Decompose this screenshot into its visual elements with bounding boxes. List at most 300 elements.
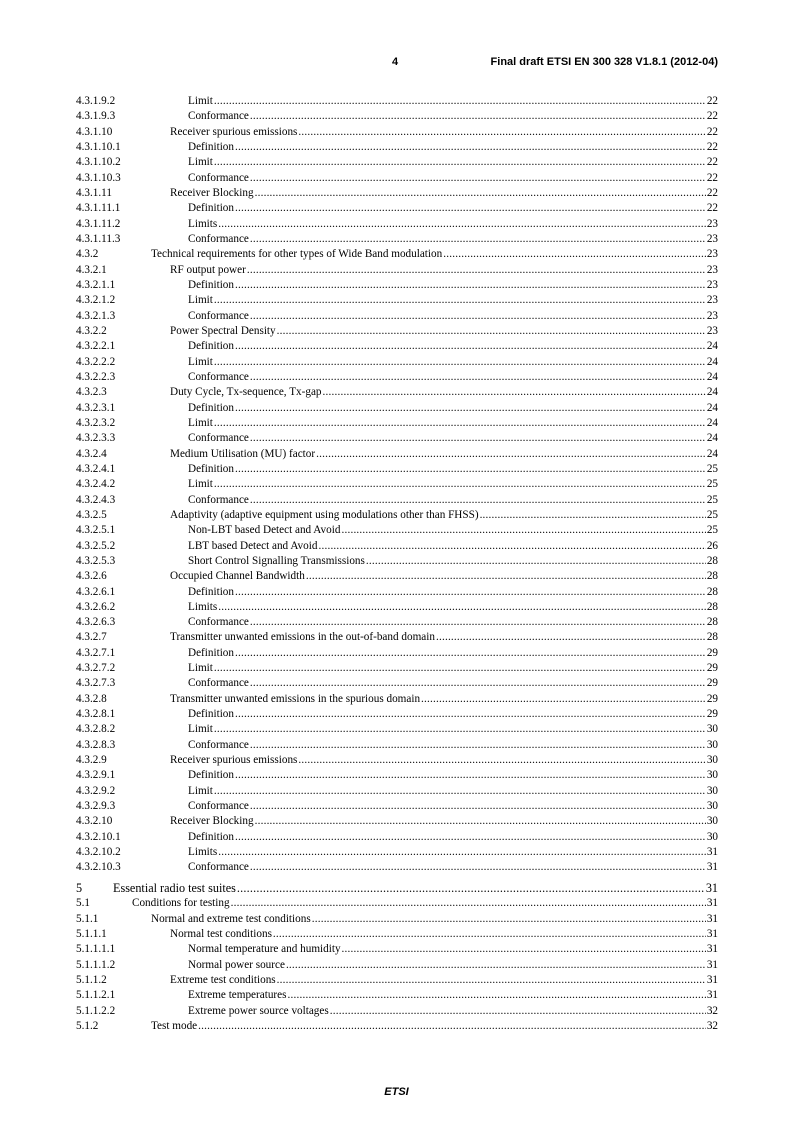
toc-section-number: 4.3.2.5.3: [76, 554, 116, 567]
toc-entry[interactable]: [76, 814, 718, 829]
toc-dot-leader: [250, 309, 706, 324]
toc-entry[interactable]: [76, 263, 718, 278]
toc-dot-leader: [214, 661, 706, 676]
toc-entry[interactable]: [76, 753, 718, 768]
toc-page-number: 25: [706, 508, 718, 521]
toc-page-number: 23: [706, 294, 718, 307]
toc-section-title: Extreme power source voltages: [188, 1004, 329, 1017]
toc-entry[interactable]: [76, 232, 718, 247]
toc-dot-leader: [214, 155, 706, 170]
toc-section-number: 5.1.1.1: [76, 927, 107, 940]
toc-section-title: Definition: [188, 585, 234, 598]
toc-section-number: 5.1.1.1.1: [76, 943, 116, 956]
toc-entry[interactable]: [76, 738, 718, 753]
toc-dot-leader: [480, 508, 706, 523]
toc-entry[interactable]: [76, 539, 718, 554]
toc-entry[interactable]: [76, 140, 718, 155]
toc-dot-leader: [218, 600, 706, 615]
toc-section-title: RF output power: [170, 263, 246, 276]
toc-page-number: 23: [706, 217, 718, 230]
toc-section-number: 4.3.2.8.1: [76, 708, 116, 721]
toc-entry[interactable]: [76, 355, 718, 370]
toc-section-title: Receiver spurious emissions: [170, 754, 298, 767]
toc-section-title: Limit: [188, 478, 213, 491]
toc-section-number: 4.3.2.1: [76, 263, 107, 276]
toc-page-number: 28: [706, 616, 718, 629]
toc-entry-line: [188, 860, 718, 875]
toc-section-title: Conformance: [188, 171, 249, 184]
toc-entry[interactable]: [76, 988, 718, 1003]
toc-page-number: 29: [706, 646, 718, 659]
toc-section-title: Limit: [188, 662, 213, 675]
toc-dot-leader: [421, 692, 706, 707]
toc-section-title: Limit: [188, 723, 213, 736]
toc-section-title: Conformance: [188, 800, 249, 813]
toc-dot-leader: [214, 355, 706, 370]
toc-entry-line: [188, 201, 718, 216]
toc-entry[interactable]: [76, 784, 718, 799]
toc-section-title: Transmitter unwanted emissions in the out-of-band domain: [170, 631, 435, 644]
toc-section-number: 4.3.2.8: [76, 692, 107, 705]
toc-section-number: 4.3.2.4: [76, 447, 107, 460]
toc-entry[interactable]: [76, 416, 718, 431]
toc-page-number: 29: [706, 692, 718, 705]
toc-entry-line: [188, 585, 718, 600]
toc-entry-line: [170, 630, 718, 645]
toc-section-title: Limit: [188, 294, 213, 307]
toc-section-title: Limit: [188, 416, 213, 429]
toc-dot-leader: [250, 615, 706, 630]
footer-etsi: ETSI: [384, 1086, 409, 1098]
toc-dot-leader: [198, 1019, 706, 1034]
toc-section-number: 4.3.2.6.1: [76, 585, 116, 598]
toc-entry[interactable]: [76, 845, 718, 860]
toc-page-number: 22: [706, 110, 718, 123]
toc-section-number: 4.3.2.10: [76, 815, 113, 828]
toc-section-title: Definition: [188, 401, 234, 414]
toc-entry-line: [188, 539, 718, 554]
toc-section-title: Conformance: [188, 110, 249, 123]
toc-entry[interactable]: [76, 508, 718, 523]
toc-entry-line: [188, 676, 718, 691]
toc-dot-leader: [214, 416, 706, 431]
toc-section-title: Definition: [188, 202, 234, 215]
toc-section-title: Definition: [188, 769, 234, 782]
toc-dot-leader: [235, 339, 706, 354]
toc-section-number: 4.3.1.10: [76, 125, 113, 138]
toc-page-number: 31: [706, 897, 718, 910]
toc-section-number: 4.3.1.10.1: [76, 140, 121, 153]
toc-entry-line: [170, 753, 718, 768]
toc-entry-line: [188, 830, 718, 845]
toc-page-number: 24: [706, 386, 718, 399]
toc-entry[interactable]: [76, 692, 718, 707]
toc-entry[interactable]: [76, 958, 718, 973]
toc-dot-leader: [231, 896, 706, 911]
toc-page-number: 28: [706, 600, 718, 613]
toc-section-number: 4.3.2.9: [76, 754, 107, 767]
toc-page-number: 22: [706, 202, 718, 215]
toc-entry[interactable]: [76, 554, 718, 569]
toc-page-number: 31: [706, 846, 718, 859]
toc-section-number: 4.3.2.5.1: [76, 524, 116, 537]
toc-section-title: Receiver spurious emissions: [170, 125, 298, 138]
toc-section-number: 4.3.2.1.3: [76, 309, 116, 322]
toc-entry[interactable]: [76, 722, 718, 737]
toc-section-number: 4.3.2: [76, 248, 99, 261]
toc-section-title: Limit: [188, 156, 213, 169]
toc-dot-leader: [255, 186, 706, 201]
toc-page-number: 30: [706, 738, 718, 751]
toc-dot-leader: [235, 201, 706, 216]
toc-section-title: Adaptivity (adaptive equipment using modulations other than FHSS): [170, 508, 479, 521]
toc-section-title: Normal test conditions: [170, 927, 272, 940]
toc-section-title: Conformance: [188, 861, 249, 874]
toc-page-number: 31: [706, 927, 718, 940]
toc-dot-leader: [235, 585, 706, 600]
toc-page-number: 23: [706, 232, 718, 245]
toc-entry-line: [170, 447, 718, 462]
toc-entry-line: [170, 692, 718, 707]
toc-entry[interactable]: [76, 676, 718, 691]
toc-section-number: 5.1.1: [76, 912, 99, 925]
toc-page-number: 30: [706, 800, 718, 813]
toc-section-title: Definition: [188, 830, 234, 843]
toc-section-title: Limit: [188, 355, 213, 368]
toc-section-title: Test mode: [151, 1019, 198, 1032]
toc-section-title: Extreme temperatures: [188, 989, 287, 1002]
toc-entry-line: [170, 263, 718, 278]
toc-entry[interactable]: [76, 247, 718, 262]
toc-dot-leader: [235, 768, 706, 783]
toc-page-number: 28: [706, 570, 718, 583]
toc-section-number: 4.3.2.6: [76, 570, 107, 583]
toc-dot-leader: [342, 942, 706, 957]
toc-page-number: 22: [706, 171, 718, 184]
toc-dot-leader: [235, 401, 706, 416]
toc-dot-leader: [214, 94, 706, 109]
toc-entry-line: [188, 94, 718, 109]
toc-page-number: 31: [706, 989, 718, 1002]
toc-entry[interactable]: [76, 431, 718, 446]
toc-entry-line: [188, 615, 718, 630]
toc-entry[interactable]: [76, 293, 718, 308]
toc-entry-line: [170, 927, 718, 942]
toc-dot-leader: [298, 753, 705, 768]
toc-entry-line: [170, 814, 718, 829]
toc-page-number: 31: [706, 958, 718, 971]
toc-section-number: 4.3.1.10.2: [76, 156, 121, 169]
toc-dot-leader: [250, 171, 706, 186]
toc-entry[interactable]: [76, 109, 718, 124]
toc-page-number: 22: [706, 95, 718, 107]
toc-section-number: 5.1: [76, 897, 90, 910]
toc-section-title: Essential radio test suites: [113, 880, 236, 895]
toc-section-title: Medium Utilisation (MU) factor: [170, 447, 316, 460]
toc-entry-line: [188, 722, 718, 737]
toc-entry[interactable]: [76, 768, 718, 783]
toc-section-title: Conditions for testing: [132, 897, 230, 910]
toc-entry[interactable]: [76, 324, 718, 339]
toc-section-title: Limits: [188, 600, 218, 613]
toc-entry-line: [188, 661, 718, 676]
toc-dot-leader: [277, 324, 706, 339]
toc-dot-leader: [218, 217, 706, 232]
toc-entry-line: [188, 370, 718, 385]
toc-entry[interactable]: [76, 860, 718, 875]
toc-entry[interactable]: [76, 171, 718, 186]
toc-section-number: 4.3.1.11.2: [76, 217, 121, 230]
toc-dot-leader: [235, 707, 706, 722]
toc-dot-leader: [250, 676, 706, 691]
toc-section-number: 4.3.1.9.2: [76, 95, 116, 107]
toc-section-title: Normal and extreme test conditions: [151, 912, 311, 925]
toc-page-number: 22: [706, 156, 718, 169]
toc-entry[interactable]: [76, 493, 718, 508]
toc-page-number: 30: [706, 723, 718, 736]
toc-entry[interactable]: [76, 585, 718, 600]
toc-section-number: 4.3.2.5: [76, 508, 107, 521]
toc-section-number: 4.3.2.2: [76, 324, 107, 337]
toc-entry[interactable]: [76, 94, 718, 109]
toc-section-number: 4.3.2.6.3: [76, 616, 116, 629]
toc-entry-line: [170, 508, 718, 523]
toc-entry-line: [188, 155, 718, 170]
toc-dot-leader: [312, 912, 706, 927]
toc-entry[interactable]: [76, 462, 718, 477]
toc-entry[interactable]: [76, 309, 718, 324]
toc-entry[interactable]: [76, 278, 718, 293]
toc-entry[interactable]: [76, 447, 718, 462]
toc-entry[interactable]: [76, 186, 718, 201]
page-number: 4: [392, 56, 399, 68]
toc-section-title: Conformance: [188, 370, 249, 383]
toc-entry-line: [151, 247, 718, 262]
toc-entry[interactable]: [76, 615, 718, 630]
toc-dot-leader: [286, 958, 706, 973]
toc-section-title: Duty Cycle, Tx-sequence, Tx-gap: [170, 386, 322, 399]
toc-entry[interactable]: [76, 646, 718, 661]
toc-entry[interactable]: [76, 942, 718, 957]
toc-entry[interactable]: [76, 896, 718, 911]
toc-section-number: 4.3.2.4.2: [76, 478, 116, 491]
toc-entry[interactable]: [76, 217, 718, 232]
toc-dot-leader: [255, 814, 706, 829]
toc-entry[interactable]: [76, 339, 718, 354]
toc-entry[interactable]: [76, 912, 718, 927]
toc-section-number: 4.3.2.10.2: [76, 846, 121, 859]
toc-page-number: 24: [706, 355, 718, 368]
toc-section-title: Limits: [188, 846, 218, 859]
toc-entry[interactable]: [76, 927, 718, 942]
toc-section-title: Power Spectral Density: [170, 324, 276, 337]
toc-entry-line: [170, 385, 718, 400]
toc-dot-leader: [250, 738, 706, 753]
toc-section-number: 5.1.1.2.2: [76, 1004, 116, 1017]
toc-dot-leader: [250, 232, 706, 247]
toc-entry-line: [188, 171, 718, 186]
toc-page-number: 28: [706, 585, 718, 598]
toc-entry[interactable]: [76, 799, 718, 814]
toc-page-number: 28: [706, 631, 718, 644]
toc-section-number: 4.3.2.5.2: [76, 539, 116, 552]
toc-section-title: Conformance: [188, 232, 249, 245]
toc-entry[interactable]: [76, 477, 718, 492]
toc-dot-leader: [316, 447, 706, 462]
toc-entry[interactable]: [76, 125, 718, 140]
toc-page-number: 31: [706, 861, 718, 874]
toc-page-number: 29: [706, 708, 718, 721]
toc-section-title: Conformance: [188, 493, 249, 506]
toc-page-number: 28: [706, 554, 718, 567]
toc-page-number: 25: [706, 524, 718, 537]
toc-entry[interactable]: [76, 661, 718, 676]
toc-section-number: 4.3.2.1.2: [76, 294, 116, 307]
toc-page-number: 31: [706, 912, 718, 925]
toc-section-title: Normal temperature and humidity: [188, 943, 341, 956]
toc-entry[interactable]: [76, 155, 718, 170]
toc-page-number: 29: [706, 662, 718, 675]
toc-dot-leader: [436, 630, 706, 645]
toc-dot-leader: [277, 973, 706, 988]
toc-entry-line: [188, 109, 718, 124]
toc-section-title: Definition: [188, 646, 234, 659]
toc-section-title: Non-LBT based Detect and Avoid: [188, 524, 341, 537]
toc-section-title: Normal power source: [188, 958, 285, 971]
toc-entry-line: [132, 896, 718, 911]
toc-section-title: Conformance: [188, 616, 249, 629]
toc-entry-line: [188, 646, 718, 661]
toc-entry-line: [188, 401, 718, 416]
toc-dot-leader: [250, 431, 706, 446]
toc-section-title: Limit: [188, 784, 213, 797]
toc-dot-leader: [341, 523, 705, 538]
toc-section-title: Technical requirements for other types of Wide Band modulation: [151, 248, 443, 261]
toc-dot-leader: [214, 293, 706, 308]
toc-entry-line: [188, 339, 718, 354]
toc-page-number: 23: [706, 278, 718, 291]
toc-entry-line: [170, 973, 718, 988]
toc-section-number: 4.3.2.2.1: [76, 340, 116, 353]
toc-entry-line: [188, 431, 718, 446]
toc-section-title: Definition: [188, 708, 234, 721]
toc-page-number: 22: [706, 140, 718, 153]
toc-dot-leader: [247, 263, 706, 278]
toc-entry[interactable]: [76, 973, 718, 988]
toc-entry-line: [188, 958, 718, 973]
toc-section-number: 5.1.1.1.2: [76, 958, 116, 971]
toc-entry-line: [113, 880, 718, 897]
toc-entry-line: [170, 569, 718, 584]
toc-dot-leader: [250, 370, 706, 385]
toc-entry[interactable]: [76, 707, 718, 722]
toc-page-number: 32: [706, 1004, 718, 1017]
toc-dot-leader: [235, 830, 706, 845]
toc-section-number: 4.3.2.10.1: [76, 830, 121, 843]
toc-dot-leader: [250, 860, 706, 875]
toc-dot-leader: [366, 554, 706, 569]
toc-section-number: 4.3.2.7.2: [76, 662, 116, 675]
toc-dot-leader: [214, 477, 706, 492]
toc-page-number: 24: [706, 432, 718, 445]
toc-entry-line: [188, 278, 718, 293]
toc-entry-line: [188, 707, 718, 722]
toc-section-number: 4.3.2.8.2: [76, 723, 116, 736]
toc-entry[interactable]: [76, 201, 718, 216]
toc-page-number: 22: [706, 125, 718, 138]
toc-dot-leader: [298, 125, 705, 140]
toc-dot-leader: [235, 278, 706, 293]
toc-page-number: 26: [706, 539, 718, 552]
toc-entry-line: [188, 600, 718, 615]
toc-page-number: 30: [706, 754, 718, 767]
toc-entry[interactable]: [76, 385, 718, 400]
toc-section-title: Conformance: [188, 309, 249, 322]
toc-entry[interactable]: [76, 569, 718, 584]
toc-dot-leader: [214, 722, 706, 737]
toc-section-number: 5.1.2: [76, 1019, 99, 1032]
toc-section-number: 4.3.1.9.3: [76, 110, 116, 123]
toc-dot-leader: [443, 247, 706, 262]
toc-entry[interactable]: [76, 401, 718, 416]
toc-section-title: Definition: [188, 278, 234, 291]
toc-entry[interactable]: [76, 370, 718, 385]
toc-page-number: 24: [706, 340, 718, 353]
toc-section-title: Receiver Blocking: [170, 815, 254, 828]
toc-dot-leader: [306, 569, 706, 584]
toc-entry-line: [188, 942, 718, 957]
toc-page-number: 25: [706, 493, 718, 506]
toc-section-title: LBT based Detect and Avoid: [188, 539, 318, 552]
toc-entry[interactable]: [76, 1019, 718, 1034]
toc-page-number: 24: [706, 370, 718, 383]
toc-entry-line: [170, 324, 718, 339]
toc-section-number: 4.3.2.7.1: [76, 646, 116, 659]
toc-dot-leader: [287, 988, 705, 1003]
toc-page-number: 32: [706, 1019, 718, 1032]
toc-page-number: 30: [706, 830, 718, 843]
toc-entry-line: [170, 125, 718, 140]
toc-entry-line: [188, 738, 718, 753]
toc-entry[interactable]: [76, 880, 718, 897]
toc-entry-line: [188, 416, 718, 431]
toc-page-number: 23: [706, 248, 718, 261]
toc-page-number: 24: [706, 447, 718, 460]
toc-entry-line: [188, 845, 718, 860]
toc-dot-leader: [250, 493, 706, 508]
toc-section-number: 4.3.2.3.2: [76, 416, 116, 429]
toc-page-number: 31: [705, 880, 718, 895]
toc-dot-leader: [330, 1004, 706, 1019]
toc-page-number: 23: [706, 263, 718, 276]
toc-entry[interactable]: [76, 630, 718, 645]
toc-entry[interactable]: [76, 830, 718, 845]
toc-section-title: Limits: [188, 217, 218, 230]
toc-dot-leader: [250, 799, 706, 814]
toc-entry[interactable]: [76, 523, 718, 538]
toc-entry-line: [188, 1004, 718, 1019]
toc-entry[interactable]: [76, 600, 718, 615]
toc-section-title: Conformance: [188, 738, 249, 751]
toc-section-title: Definition: [188, 340, 234, 353]
toc-page-number: 30: [706, 784, 718, 797]
toc-section-number: 4.3.2.3.1: [76, 401, 116, 414]
toc-entry[interactable]: [76, 1004, 718, 1019]
toc-section-number: 4.3.2.6.2: [76, 600, 116, 613]
toc-section-number: 4.3.2.2.2: [76, 355, 116, 368]
toc-dot-leader: [235, 140, 706, 155]
toc-entry-line: [188, 784, 718, 799]
